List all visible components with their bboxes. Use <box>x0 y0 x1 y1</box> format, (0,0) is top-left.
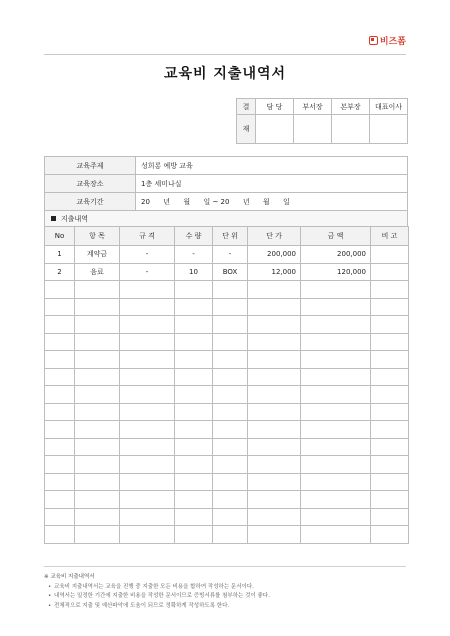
cell-no[interactable] <box>45 456 75 474</box>
cell-unit[interactable] <box>213 508 248 526</box>
cell-amount[interactable] <box>301 368 371 386</box>
approval-table <box>236 98 408 144</box>
cell-amount[interactable]: 200,000 <box>301 246 371 264</box>
info-value-topic[interactable]: 성희롱 예방 교육 <box>136 157 408 175</box>
cell-unit[interactable] <box>213 526 248 544</box>
cell-unit-price[interactable] <box>248 351 301 369</box>
cell-qty[interactable] <box>175 403 213 421</box>
cell-no[interactable] <box>45 403 75 421</box>
cell-amount[interactable] <box>301 351 371 369</box>
cell-qty[interactable] <box>175 491 213 509</box>
notes-line: • 전체적으로 지출 및 예산파악에 도움이 되므로 정확하게 작성하도록 한다. <box>44 602 406 612</box>
notes-section <box>44 566 406 611</box>
cell-remarks[interactable] <box>371 438 409 456</box>
cell-spec[interactable] <box>120 526 175 544</box>
expense-items-table <box>44 226 409 544</box>
table-row <box>45 473 409 491</box>
cell-remarks[interactable] <box>371 491 409 509</box>
logo-text: 비즈폼 <box>379 37 406 47</box>
cell-item[interactable] <box>75 333 120 351</box>
cell-spec[interactable] <box>120 421 175 439</box>
table-row <box>45 281 409 299</box>
approval-sign-division-head[interactable] <box>332 115 370 144</box>
cell-spec[interactable] <box>120 438 175 456</box>
col-header-no: No <box>45 227 75 246</box>
cell-item[interactable] <box>75 473 120 491</box>
cell-spec[interactable] <box>120 368 175 386</box>
cell-remarks[interactable] <box>371 351 409 369</box>
cell-qty[interactable] <box>175 333 213 351</box>
cell-qty[interactable] <box>175 438 213 456</box>
cell-unit[interactable] <box>213 281 248 299</box>
section-title: 지출내역 <box>61 214 89 223</box>
cell-remarks[interactable] <box>371 333 409 351</box>
cell-no[interactable]: 2 <box>45 263 75 281</box>
col-header-remarks: 비 고 <box>371 227 409 246</box>
table-row <box>45 298 409 316</box>
cell-unit-price[interactable] <box>248 421 301 439</box>
cell-unit-price[interactable] <box>248 316 301 334</box>
cell-unit-price[interactable] <box>248 281 301 299</box>
cell-unit-price[interactable] <box>248 456 301 474</box>
cell-qty[interactable]: 10 <box>175 263 213 281</box>
table-row <box>45 386 409 404</box>
cell-qty[interactable] <box>175 281 213 299</box>
table-row <box>45 456 409 474</box>
cell-spec[interactable] <box>120 473 175 491</box>
cell-qty[interactable] <box>175 386 213 404</box>
cell-no[interactable] <box>45 316 75 334</box>
col-header-qty: 수 량 <box>175 227 213 246</box>
cell-unit-price[interactable] <box>248 403 301 421</box>
table-row <box>45 246 409 264</box>
cell-item[interactable] <box>75 421 120 439</box>
approval-sign-dept-head[interactable] <box>294 115 332 144</box>
cell-item[interactable] <box>75 298 120 316</box>
notes-line: • 교육비 지출내역서는 교육을 진행 중 지출한 모든 비용을 합하여 작성하는 문서이다. <box>44 583 406 593</box>
cell-unit-price[interactable] <box>248 508 301 526</box>
cell-unit-price[interactable]: 12,000 <box>248 263 301 281</box>
info-label-period: 교육기간 <box>45 193 136 211</box>
cell-amount[interactable] <box>301 473 371 491</box>
cell-no[interactable] <box>45 281 75 299</box>
cell-item[interactable] <box>75 316 120 334</box>
cell-unit[interactable] <box>213 298 248 316</box>
table-row <box>45 333 409 351</box>
cell-unit[interactable] <box>213 456 248 474</box>
cell-remarks[interactable] <box>371 263 409 281</box>
cell-unit-price[interactable] <box>248 386 301 404</box>
cell-item[interactable] <box>75 456 120 474</box>
cell-item[interactable] <box>75 351 120 369</box>
cell-no[interactable] <box>45 368 75 386</box>
cell-unit[interactable] <box>213 491 248 509</box>
col-header-spec: 규 격 <box>120 227 175 246</box>
cell-remarks[interactable] <box>371 368 409 386</box>
col-header-unit: 단 위 <box>213 227 248 246</box>
table-row <box>45 403 409 421</box>
approval-header-dept-head: 부서장 <box>294 99 332 115</box>
cell-unit-price[interactable] <box>248 368 301 386</box>
cell-amount[interactable] <box>301 403 371 421</box>
cell-item[interactable]: 계약금 <box>75 246 120 264</box>
cell-unit-price[interactable] <box>248 438 301 456</box>
cell-unit-price[interactable] <box>248 333 301 351</box>
cell-unit[interactable] <box>213 473 248 491</box>
cell-remarks[interactable] <box>371 281 409 299</box>
cell-spec[interactable] <box>120 351 175 369</box>
cell-qty[interactable] <box>175 368 213 386</box>
cell-item[interactable] <box>75 403 120 421</box>
cell-item[interactable] <box>75 526 120 544</box>
cell-spec[interactable] <box>120 456 175 474</box>
approval-header-division-head: 본부장 <box>332 99 370 115</box>
cell-item[interactable] <box>75 368 120 386</box>
cell-no[interactable] <box>45 421 75 439</box>
info-label-topic: 교육주제 <box>45 157 136 175</box>
cell-spec[interactable] <box>120 333 175 351</box>
table-row <box>45 421 409 439</box>
table-row <box>45 508 409 526</box>
cell-no[interactable] <box>45 491 75 509</box>
cell-item[interactable] <box>75 508 120 526</box>
table-row <box>45 491 409 509</box>
cell-amount[interactable] <box>301 491 371 509</box>
cell-remarks[interactable] <box>371 403 409 421</box>
cell-amount[interactable] <box>301 298 371 316</box>
cell-remarks[interactable] <box>371 246 409 264</box>
cell-remarks[interactable] <box>371 526 409 544</box>
cell-unit[interactable] <box>213 421 248 439</box>
cell-remarks[interactable] <box>371 473 409 491</box>
cell-unit[interactable] <box>213 316 248 334</box>
cell-item[interactable] <box>75 438 120 456</box>
col-header-unit-price: 단 가 <box>248 227 301 246</box>
cell-spec[interactable] <box>120 316 175 334</box>
cell-unit-price[interactable] <box>248 473 301 491</box>
info-label-place: 교육장소 <box>45 175 136 193</box>
cell-item[interactable]: 음료 <box>75 263 120 281</box>
expense-section-header <box>44 210 408 226</box>
cell-unit[interactable] <box>213 386 248 404</box>
cell-spec[interactable] <box>120 403 175 421</box>
table-row <box>45 368 409 386</box>
cell-unit-price[interactable]: 200,000 <box>248 246 301 264</box>
cell-qty[interactable] <box>175 316 213 334</box>
expense-items-body <box>45 246 409 544</box>
col-header-item: 항 목 <box>75 227 120 246</box>
notes-title: ※ 교육비 지출내역서 <box>44 574 95 580</box>
table-row <box>45 316 409 334</box>
cell-spec[interactable] <box>120 491 175 509</box>
cell-spec[interactable] <box>120 508 175 526</box>
cell-unit[interactable] <box>213 333 248 351</box>
square-bullet-icon <box>51 216 56 221</box>
cell-no[interactable] <box>45 438 75 456</box>
table-row <box>45 263 409 281</box>
cell-unit[interactable] <box>213 438 248 456</box>
cell-amount[interactable] <box>301 508 371 526</box>
cell-amount[interactable] <box>301 316 371 334</box>
cell-amount[interactable] <box>301 333 371 351</box>
approval-side-top: 결 <box>237 99 256 115</box>
document-title: 교육비 지출내역서 <box>163 66 287 82</box>
cell-item[interactable] <box>75 386 120 404</box>
cell-spec[interactable] <box>120 386 175 404</box>
cell-unit-price[interactable] <box>248 526 301 544</box>
cell-qty[interactable]: - <box>175 246 213 264</box>
cell-amount[interactable] <box>301 281 371 299</box>
cell-unit[interactable] <box>213 368 248 386</box>
cell-remarks[interactable] <box>371 386 409 404</box>
cell-no[interactable] <box>45 333 75 351</box>
cell-unit-price[interactable] <box>248 298 301 316</box>
cell-amount[interactable] <box>301 526 371 544</box>
cell-item[interactable] <box>75 491 120 509</box>
cell-spec[interactable] <box>120 281 175 299</box>
cell-amount[interactable] <box>301 456 371 474</box>
cell-no[interactable] <box>45 351 75 369</box>
info-value-place[interactable]: 1층 세미나실 <box>136 175 408 193</box>
bizforms-logo-icon <box>369 36 378 45</box>
col-header-amount: 금 액 <box>301 227 371 246</box>
cell-item[interactable] <box>75 281 120 299</box>
cell-unit[interactable]: BOX <box>213 263 248 281</box>
cell-no[interactable] <box>45 508 75 526</box>
cell-remarks[interactable] <box>371 421 409 439</box>
cell-no[interactable] <box>45 298 75 316</box>
cell-no[interactable]: 1 <box>45 246 75 264</box>
cell-remarks[interactable] <box>371 298 409 316</box>
table-row <box>45 526 409 544</box>
cell-unit[interactable] <box>213 351 248 369</box>
cell-qty[interactable] <box>175 456 213 474</box>
cell-amount[interactable] <box>301 421 371 439</box>
cell-amount[interactable]: 120,000 <box>301 263 371 281</box>
cell-unit[interactable] <box>213 403 248 421</box>
cell-amount[interactable] <box>301 438 371 456</box>
cell-qty[interactable] <box>175 526 213 544</box>
cell-no[interactable] <box>45 526 75 544</box>
table-row <box>45 438 409 456</box>
approval-sign-staff[interactable] <box>256 115 294 144</box>
approval-sign-ceo[interactable] <box>370 115 408 144</box>
cell-spec[interactable]: - <box>120 263 175 281</box>
cell-no[interactable] <box>45 473 75 491</box>
brand-logo <box>369 34 406 47</box>
cell-unit[interactable]: - <box>213 246 248 264</box>
education-info-table <box>44 156 408 211</box>
table-row <box>45 351 409 369</box>
cell-qty[interactable] <box>175 508 213 526</box>
cell-remarks[interactable] <box>371 316 409 334</box>
cell-remarks[interactable] <box>371 456 409 474</box>
info-value-period[interactable]: 20 년 월 일 ~ 20 년 월 일 <box>136 193 408 211</box>
approval-header-staff: 담 당 <box>256 99 294 115</box>
cell-amount[interactable] <box>301 386 371 404</box>
cell-no[interactable] <box>45 386 75 404</box>
approval-side-bottom: 재 <box>237 115 256 144</box>
cell-qty[interactable] <box>175 351 213 369</box>
header-divider <box>44 54 406 55</box>
cell-qty[interactable] <box>175 421 213 439</box>
notes-line: • 내역서는 일정한 기간에 지출한 비용을 작성한 문서이므로 증빙서류를 첨부하는 것이 좋다. <box>44 592 406 602</box>
cell-qty[interactable] <box>175 298 213 316</box>
cell-unit-price[interactable] <box>248 491 301 509</box>
cell-qty[interactable] <box>175 473 213 491</box>
cell-spec[interactable] <box>120 298 175 316</box>
approval-header-ceo: 대표이사 <box>370 99 408 115</box>
cell-spec[interactable]: - <box>120 246 175 264</box>
cell-remarks[interactable] <box>371 508 409 526</box>
